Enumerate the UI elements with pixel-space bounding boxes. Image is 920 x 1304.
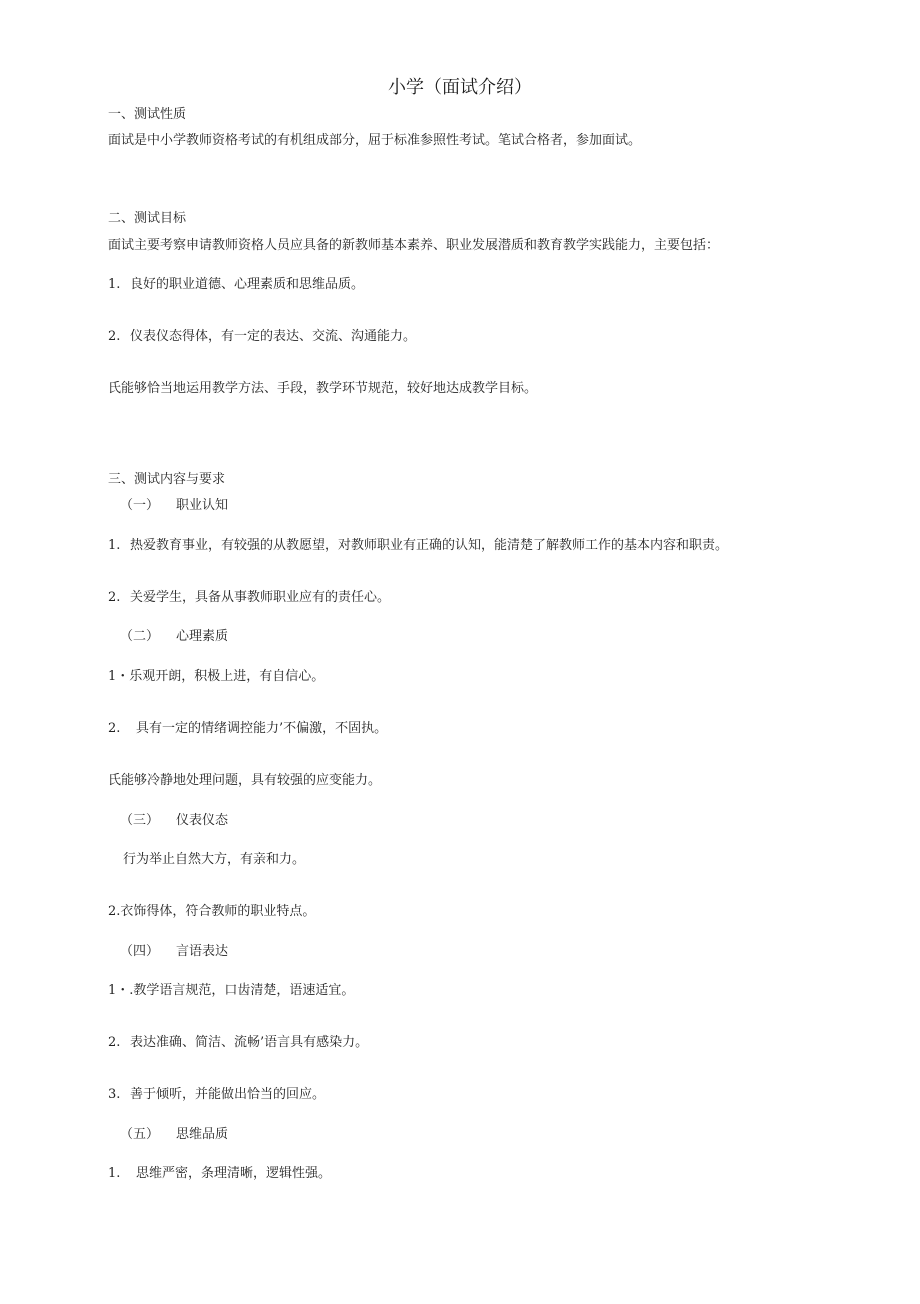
speech-item-2 <box>108 1035 368 1051</box>
item-number: 3. <box>108 1087 121 1102</box>
item-number: 2. <box>108 590 121 605</box>
psychology-item-2 <box>108 721 387 737</box>
subsection-number: （二） <box>120 629 160 644</box>
goal-item-2 <box>108 329 416 345</box>
section-intro-goal: 面试主要考察申请教师资格人员应具备的新教师基本素养、职业发展潜质和教育教学实践能力，主要包括： <box>108 238 720 253</box>
subsection-label: 心理素质 <box>176 629 229 644</box>
goal-item-3: 氏能够恰当地运用教学方法、手段，教学环节规范，较好地达成教学目标。 <box>108 381 538 396</box>
item-number: 1. <box>108 1166 121 1181</box>
item-number: 2. <box>108 1035 121 1050</box>
item-text: 热爱教育事业，有较强的从教愿望，对教师职业有正确的认知，能清楚了解教师工作的基本内容和职责。 <box>130 538 729 553</box>
subsection-number: （三） <box>120 813 160 828</box>
subsection-label: 职业认知 <box>176 498 229 513</box>
speech-item-1: 1・.教学语言规范，口齿清楚，语速适宜。 <box>108 983 355 998</box>
thinking-item-1 <box>108 1166 331 1182</box>
item-number: 2. <box>108 721 121 736</box>
section-heading-nature: 一、测试性质 <box>108 107 187 122</box>
document-title: 小学（面试介绍） <box>388 77 532 98</box>
item-number: 2. <box>108 329 121 344</box>
subsection-heading-speech <box>120 944 228 960</box>
item-number: 1. <box>108 538 121 553</box>
section-heading-goal: 二、测试目标 <box>108 211 187 226</box>
cognition-item-1 <box>108 538 728 554</box>
subsection-number: （一） <box>120 498 160 513</box>
item-text: 仪表仪态得体，有一定的表达、交流、沟通能力。 <box>130 329 417 344</box>
item-text: 关爱学生，具备从事教师职业应有的责任心。 <box>130 590 391 605</box>
item-text: 表达准确、简洁、流畅’语言具有感染力。 <box>130 1035 369 1050</box>
speech-item-3 <box>108 1087 325 1103</box>
goal-item-1 <box>108 277 364 293</box>
psychology-item-1: 1・乐观开朗，积极上进，有自信心。 <box>108 669 325 684</box>
item-text: 具有一定的情绪调控能力’不偏激，不固执。 <box>136 721 388 736</box>
item-text: 思维严密，条理清晰，逻辑性强。 <box>136 1166 332 1181</box>
appearance-item-1: 行为举止自然大方，有亲和力。 <box>123 852 306 867</box>
subsection-heading-appearance <box>120 813 228 829</box>
psychology-item-3: 氏能够冷静地处理问题，具有较强的应变能力。 <box>108 773 382 788</box>
item-text: 善于倾听，并能做出恰当的回应。 <box>130 1087 326 1102</box>
section-heading-content: 三、测试内容与要求 <box>108 472 226 487</box>
subsection-heading-psychology <box>120 629 228 645</box>
subsection-label: 言语表达 <box>176 944 229 959</box>
item-text: 良好的职业道德、心理素质和思维品质。 <box>130 277 365 292</box>
subsection-number: （四） <box>120 944 160 959</box>
section-text-nature: 面试是中小学教师资格考试的有机组成部分，屈于标准参照性考试。笔试合格者，参加面试。 <box>108 133 642 148</box>
cognition-item-2 <box>108 590 390 606</box>
subsection-number: （五） <box>120 1127 160 1142</box>
subsection-heading-thinking <box>120 1127 228 1143</box>
appearance-item-2: 2.衣饰得体，符合教师的职业特点。 <box>108 904 316 919</box>
subsection-label: 思维品质 <box>176 1127 229 1142</box>
subsection-heading-cognition <box>120 498 228 514</box>
subsection-label: 仪表仪态 <box>176 813 229 828</box>
item-number: 1. <box>108 277 121 292</box>
